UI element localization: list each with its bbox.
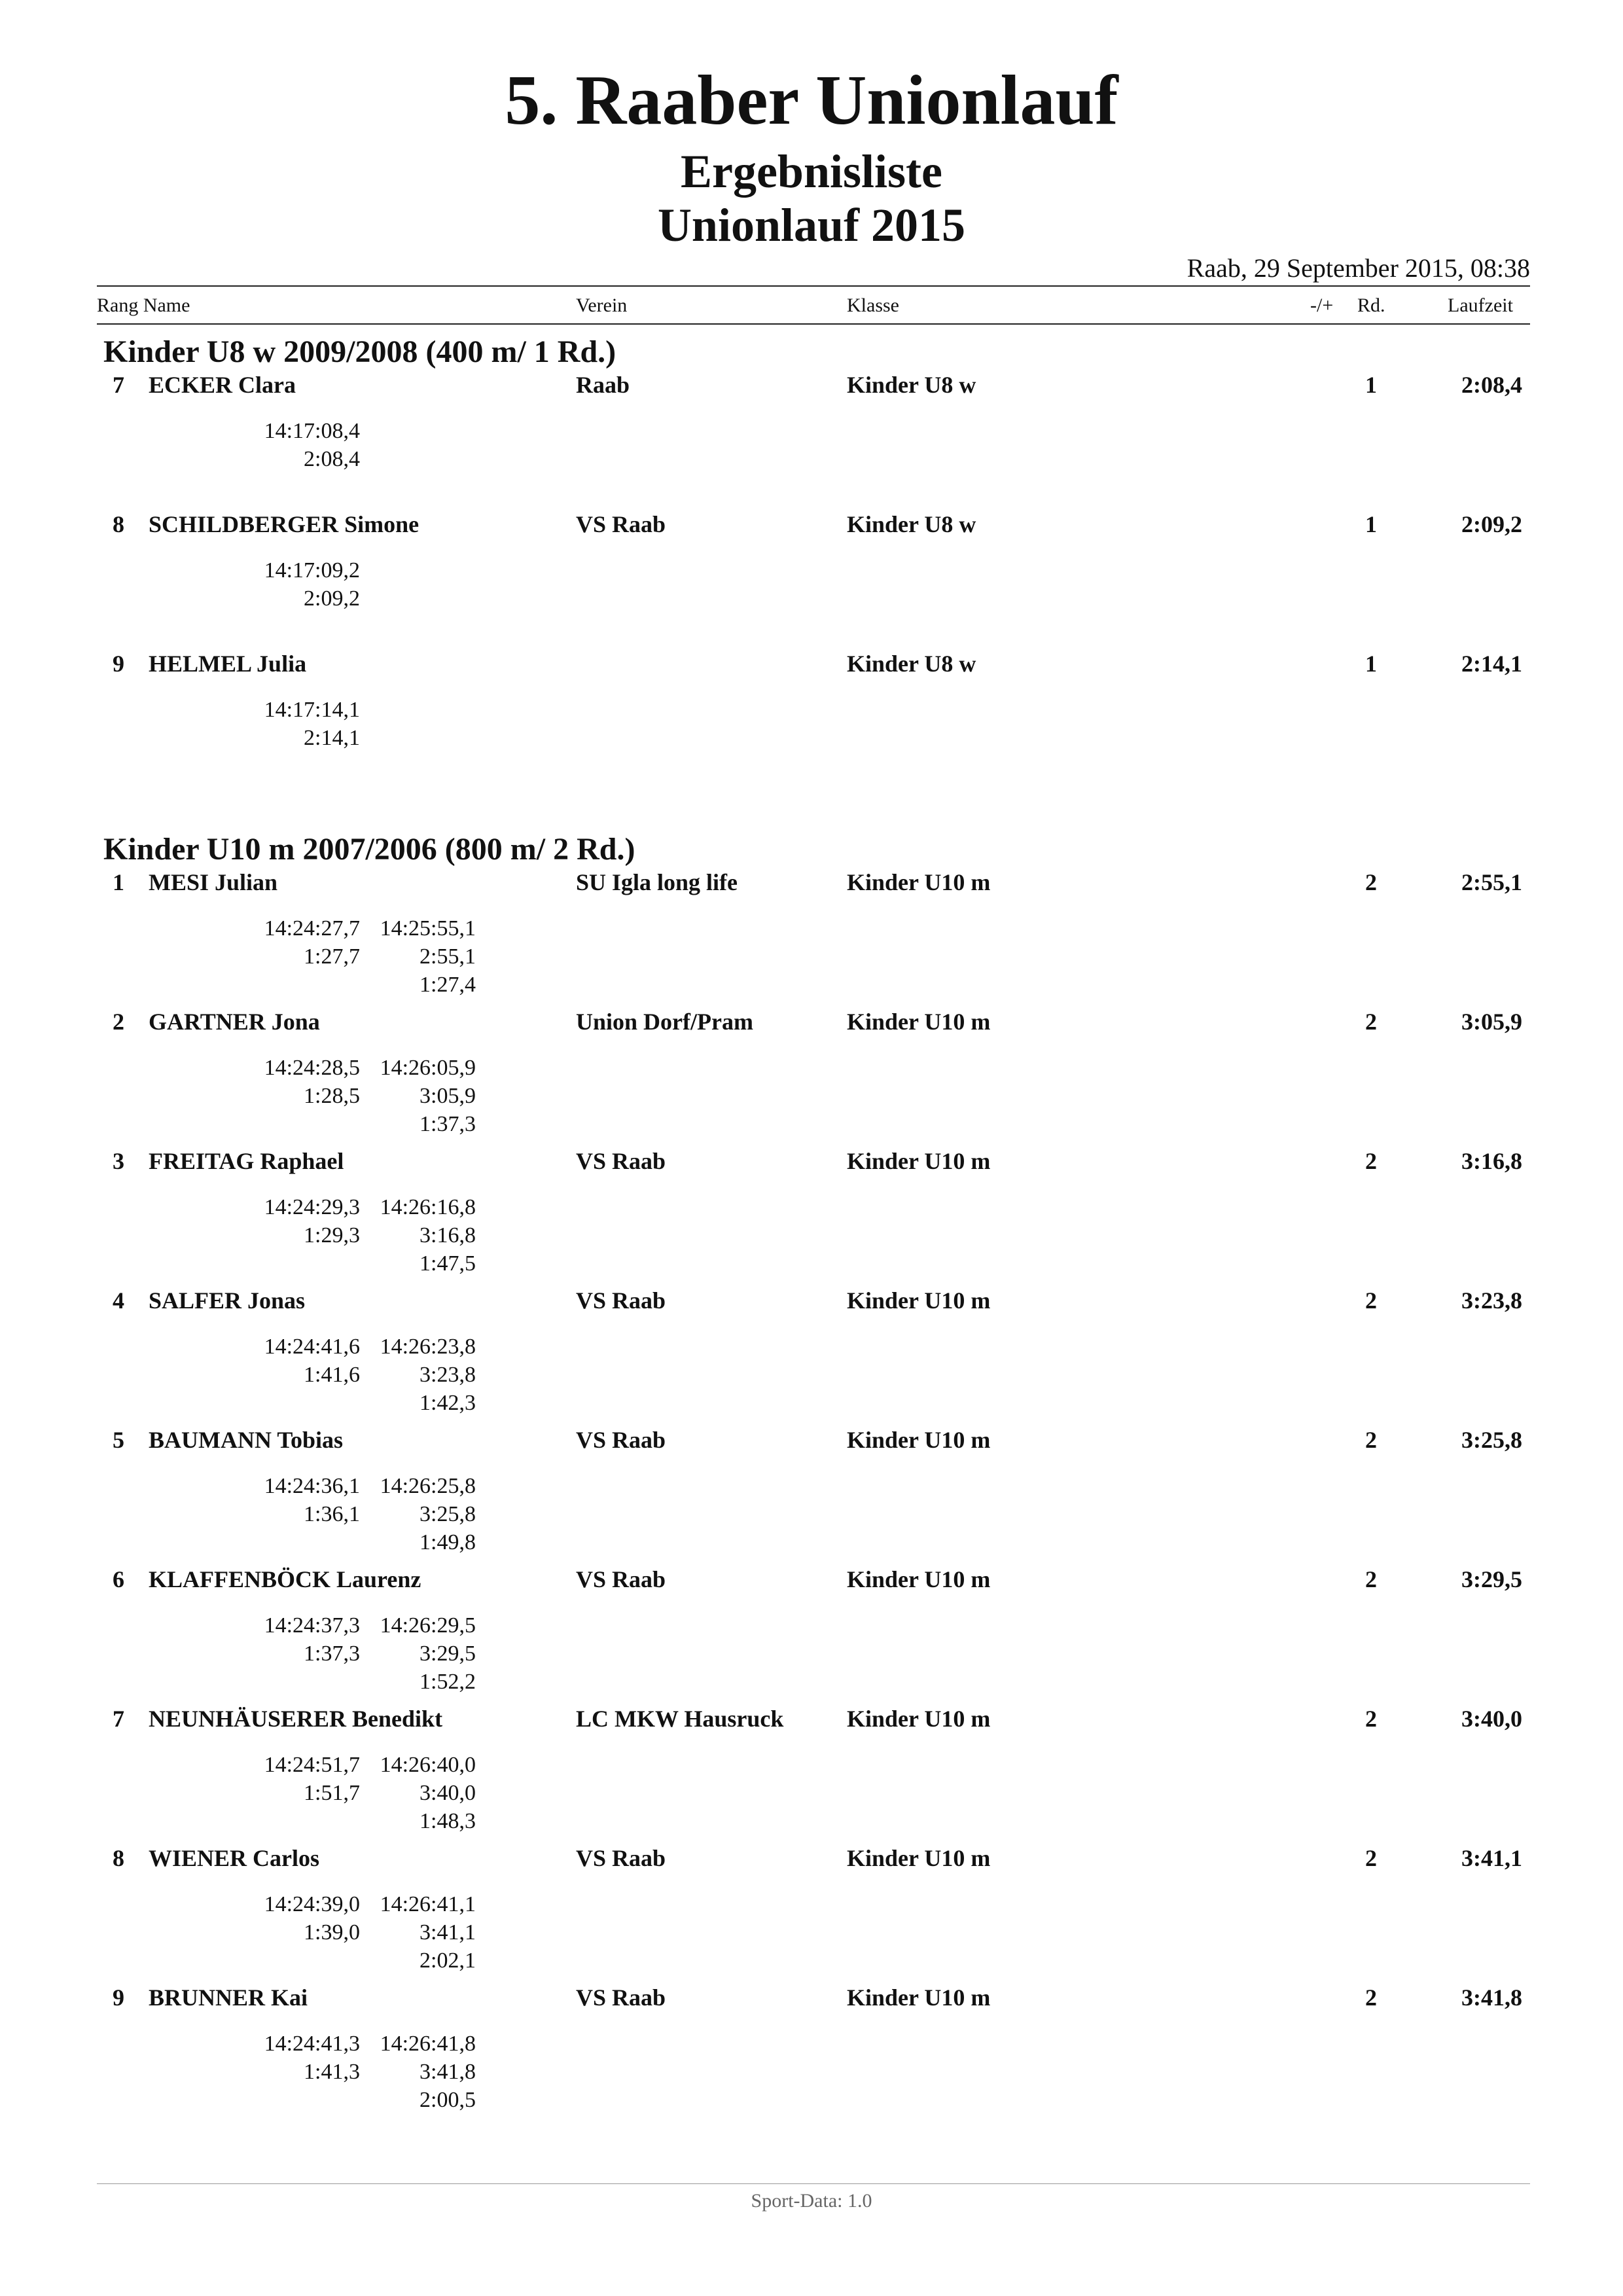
club-name: Raab xyxy=(576,372,630,398)
result-rank: 7 xyxy=(113,1706,124,1732)
result-rank: 4 xyxy=(113,1287,124,1314)
rounds: 2 xyxy=(1365,869,1377,895)
class-name: Kinder U10 m xyxy=(847,869,991,895)
class-name: Kinder U10 m xyxy=(847,1984,991,2011)
finish-time: 3:16,8 xyxy=(1461,1148,1522,1174)
class-name: Kinder U10 m xyxy=(847,1148,991,1174)
club-name: SU Igla long life xyxy=(576,869,738,895)
finish-time: 3:25,8 xyxy=(1461,1427,1522,1453)
page-title: 5. Raaber Unionlauf xyxy=(505,62,1118,139)
athlete-name: BRUNNER Kai xyxy=(149,1984,308,2011)
athlete-name: WIENER Carlos xyxy=(149,1845,320,1871)
rounds: 2 xyxy=(1365,1009,1377,1035)
result-rank: 1 xyxy=(113,869,124,895)
class-name: Kinder U8 w xyxy=(847,651,976,677)
rounds: 2 xyxy=(1365,1287,1377,1314)
split-time: 1:41,3 xyxy=(304,2060,360,2084)
split-time: 14:26:23,8 xyxy=(380,1335,476,1359)
athlete-name: FREITAG Raphael xyxy=(149,1148,344,1174)
section-title: Kinder U8 w 2009/2008 (400 m/ 1 Rd.) xyxy=(103,334,616,369)
rounds: 2 xyxy=(1365,1706,1377,1732)
date-line: Raab, 29 September 2015, 08:38 xyxy=(1186,253,1530,283)
split-time: 1:51,7 xyxy=(304,1781,360,1805)
class-name: Kinder U10 m xyxy=(847,1009,991,1035)
club-name: VS Raab xyxy=(576,1427,666,1453)
club-name: VS Raab xyxy=(576,1984,666,2011)
split-time: 14:24:27,7 xyxy=(264,916,360,941)
col-header-laufzeit: Laufzeit xyxy=(1448,295,1513,316)
finish-time: 3:41,1 xyxy=(1461,1845,1522,1871)
col-header-verein: Verein xyxy=(576,295,628,316)
class-name: Kinder U8 w xyxy=(847,511,976,537)
athlete-name: ECKER Clara xyxy=(149,372,296,398)
split-time: 14:26:25,8 xyxy=(380,1474,476,1498)
split-time: 1:39,0 xyxy=(304,1920,360,1945)
split-time: 3:41,8 xyxy=(419,2060,476,2084)
athlete-name: GARTNER Jona xyxy=(149,1009,320,1035)
split-time: 1:41,6 xyxy=(304,1363,360,1387)
club-name: VS Raab xyxy=(576,1566,666,1592)
footer-rule xyxy=(97,2183,1530,2184)
split-time: 14:26:16,8 xyxy=(380,1195,476,1219)
split-time: 3:23,8 xyxy=(419,1363,476,1387)
result-rank: 9 xyxy=(113,651,124,677)
finish-time: 2:08,4 xyxy=(1461,372,1522,398)
class-name: Kinder U10 m xyxy=(847,1706,991,1732)
athlete-name: KLAFFENBÖCK Laurenz xyxy=(149,1566,421,1592)
split-time: 3:25,8 xyxy=(419,1502,476,1526)
split-time: 1:48,3 xyxy=(419,1809,476,1833)
col-header-rang-name: Rang Name xyxy=(97,295,190,316)
split-time: 14:24:39,0 xyxy=(264,1892,360,1916)
split-time: 14:24:36,1 xyxy=(264,1474,360,1498)
club-name: VS Raab xyxy=(576,511,666,537)
rounds: 2 xyxy=(1365,1845,1377,1871)
rounds: 2 xyxy=(1365,1566,1377,1592)
split-time: 14:26:05,9 xyxy=(380,1056,476,1080)
split-time: 14:17:09,2 xyxy=(264,558,360,583)
split-time: 2:55,1 xyxy=(419,944,476,969)
split-time: 1:37,3 xyxy=(419,1112,476,1136)
split-time: 1:27,4 xyxy=(419,973,476,997)
split-time: 1:47,5 xyxy=(419,1251,476,1276)
split-time: 1:27,7 xyxy=(304,944,360,969)
club-name: Union Dorf/Pram xyxy=(576,1009,753,1035)
club-name: VS Raab xyxy=(576,1287,666,1314)
class-name: Kinder U10 m xyxy=(847,1566,991,1592)
finish-time: 3:40,0 xyxy=(1461,1706,1522,1732)
result-rank: 7 xyxy=(113,372,124,398)
class-name: Kinder U8 w xyxy=(847,372,976,398)
split-time: 14:26:41,1 xyxy=(380,1892,476,1916)
split-time: 2:08,4 xyxy=(304,447,360,471)
split-time: 14:24:41,6 xyxy=(264,1335,360,1359)
finish-time: 3:29,5 xyxy=(1461,1566,1522,1592)
split-time: 14:24:51,7 xyxy=(264,1753,360,1777)
athlete-name: HELMEL Julia xyxy=(149,651,307,677)
split-time: 1:52,2 xyxy=(419,1670,476,1694)
result-rank: 2 xyxy=(113,1009,124,1035)
split-time: 1:49,8 xyxy=(419,1530,476,1554)
col-header-klasse: Klasse xyxy=(847,295,899,316)
split-time: 1:29,3 xyxy=(304,1223,360,1247)
split-time: 3:40,0 xyxy=(419,1781,476,1805)
athlete-name: NEUNHÄUSERER Benedikt xyxy=(149,1706,443,1732)
finish-time: 2:14,1 xyxy=(1461,651,1522,677)
split-time: 2:14,1 xyxy=(304,726,360,750)
split-time: 14:24:29,3 xyxy=(264,1195,360,1219)
athlete-name: MESI Julian xyxy=(149,869,278,895)
rounds: 1 xyxy=(1365,511,1377,537)
finish-time: 3:23,8 xyxy=(1461,1287,1522,1314)
club-name: LC MKW Hausruck xyxy=(576,1706,784,1732)
finish-time: 3:41,8 xyxy=(1461,1984,1522,2011)
class-name: Kinder U10 m xyxy=(847,1427,991,1453)
rounds: 2 xyxy=(1365,1148,1377,1174)
section-title: Kinder U10 m 2007/2006 (800 m/ 2 Rd.) xyxy=(103,832,635,867)
split-time: 14:24:28,5 xyxy=(264,1056,360,1080)
club-name: VS Raab xyxy=(576,1148,666,1174)
split-time: 14:24:41,3 xyxy=(264,2032,360,2056)
class-name: Kinder U10 m xyxy=(847,1845,991,1871)
result-rank: 3 xyxy=(113,1148,124,1174)
split-time: 1:37,3 xyxy=(304,1641,360,1666)
split-time: 2:00,5 xyxy=(419,2088,476,2112)
athlete-name: BAUMANN Tobias xyxy=(149,1427,344,1453)
result-rank: 9 xyxy=(113,1984,124,2011)
athlete-name: SALFER Jonas xyxy=(149,1287,306,1314)
header-rule-bottom xyxy=(97,323,1530,325)
split-time: 14:17:08,4 xyxy=(264,419,360,443)
split-time: 14:26:41,8 xyxy=(380,2032,476,2056)
result-rank: 6 xyxy=(113,1566,124,1592)
split-time: 14:24:37,3 xyxy=(264,1613,360,1638)
athlete-name: SCHILDBERGER Simone xyxy=(149,511,419,537)
split-time: 1:42,3 xyxy=(419,1391,476,1415)
split-time: 2:02,1 xyxy=(419,1948,476,1973)
split-time: 14:26:40,0 xyxy=(380,1753,476,1777)
split-time: 14:25:55,1 xyxy=(380,916,476,941)
split-time: 3:16,8 xyxy=(419,1223,476,1247)
page-subtitle: Ergebnisliste xyxy=(680,145,942,198)
col-header-plusminus: -/+ xyxy=(1310,295,1334,316)
rounds: 1 xyxy=(1365,651,1377,677)
split-time: 14:26:29,5 xyxy=(380,1613,476,1638)
result-rank: 5 xyxy=(113,1427,124,1453)
event-title: Unionlauf 2015 xyxy=(657,199,966,251)
header-rule-top xyxy=(97,285,1530,287)
result-rank: 8 xyxy=(113,511,124,537)
rounds: 2 xyxy=(1365,1427,1377,1453)
club-name: VS Raab xyxy=(576,1845,666,1871)
finish-time: 3:05,9 xyxy=(1461,1009,1522,1035)
split-time: 14:17:14,1 xyxy=(264,698,360,722)
split-time: 2:09,2 xyxy=(304,586,360,611)
result-rank: 8 xyxy=(113,1845,124,1871)
split-time: 1:36,1 xyxy=(304,1502,360,1526)
class-name: Kinder U10 m xyxy=(847,1287,991,1314)
finish-time: 2:55,1 xyxy=(1461,869,1522,895)
split-time: 3:41,1 xyxy=(419,1920,476,1945)
finish-time: 2:09,2 xyxy=(1461,511,1522,537)
rounds: 1 xyxy=(1365,372,1377,398)
split-time: 3:05,9 xyxy=(419,1084,476,1108)
col-header-rd: Rd. xyxy=(1357,295,1385,316)
split-time: 1:28,5 xyxy=(304,1084,360,1108)
split-time: 3:29,5 xyxy=(419,1641,476,1666)
footer-text: Sport-Data: 1.0 xyxy=(751,2190,872,2212)
rounds: 2 xyxy=(1365,1984,1377,2011)
